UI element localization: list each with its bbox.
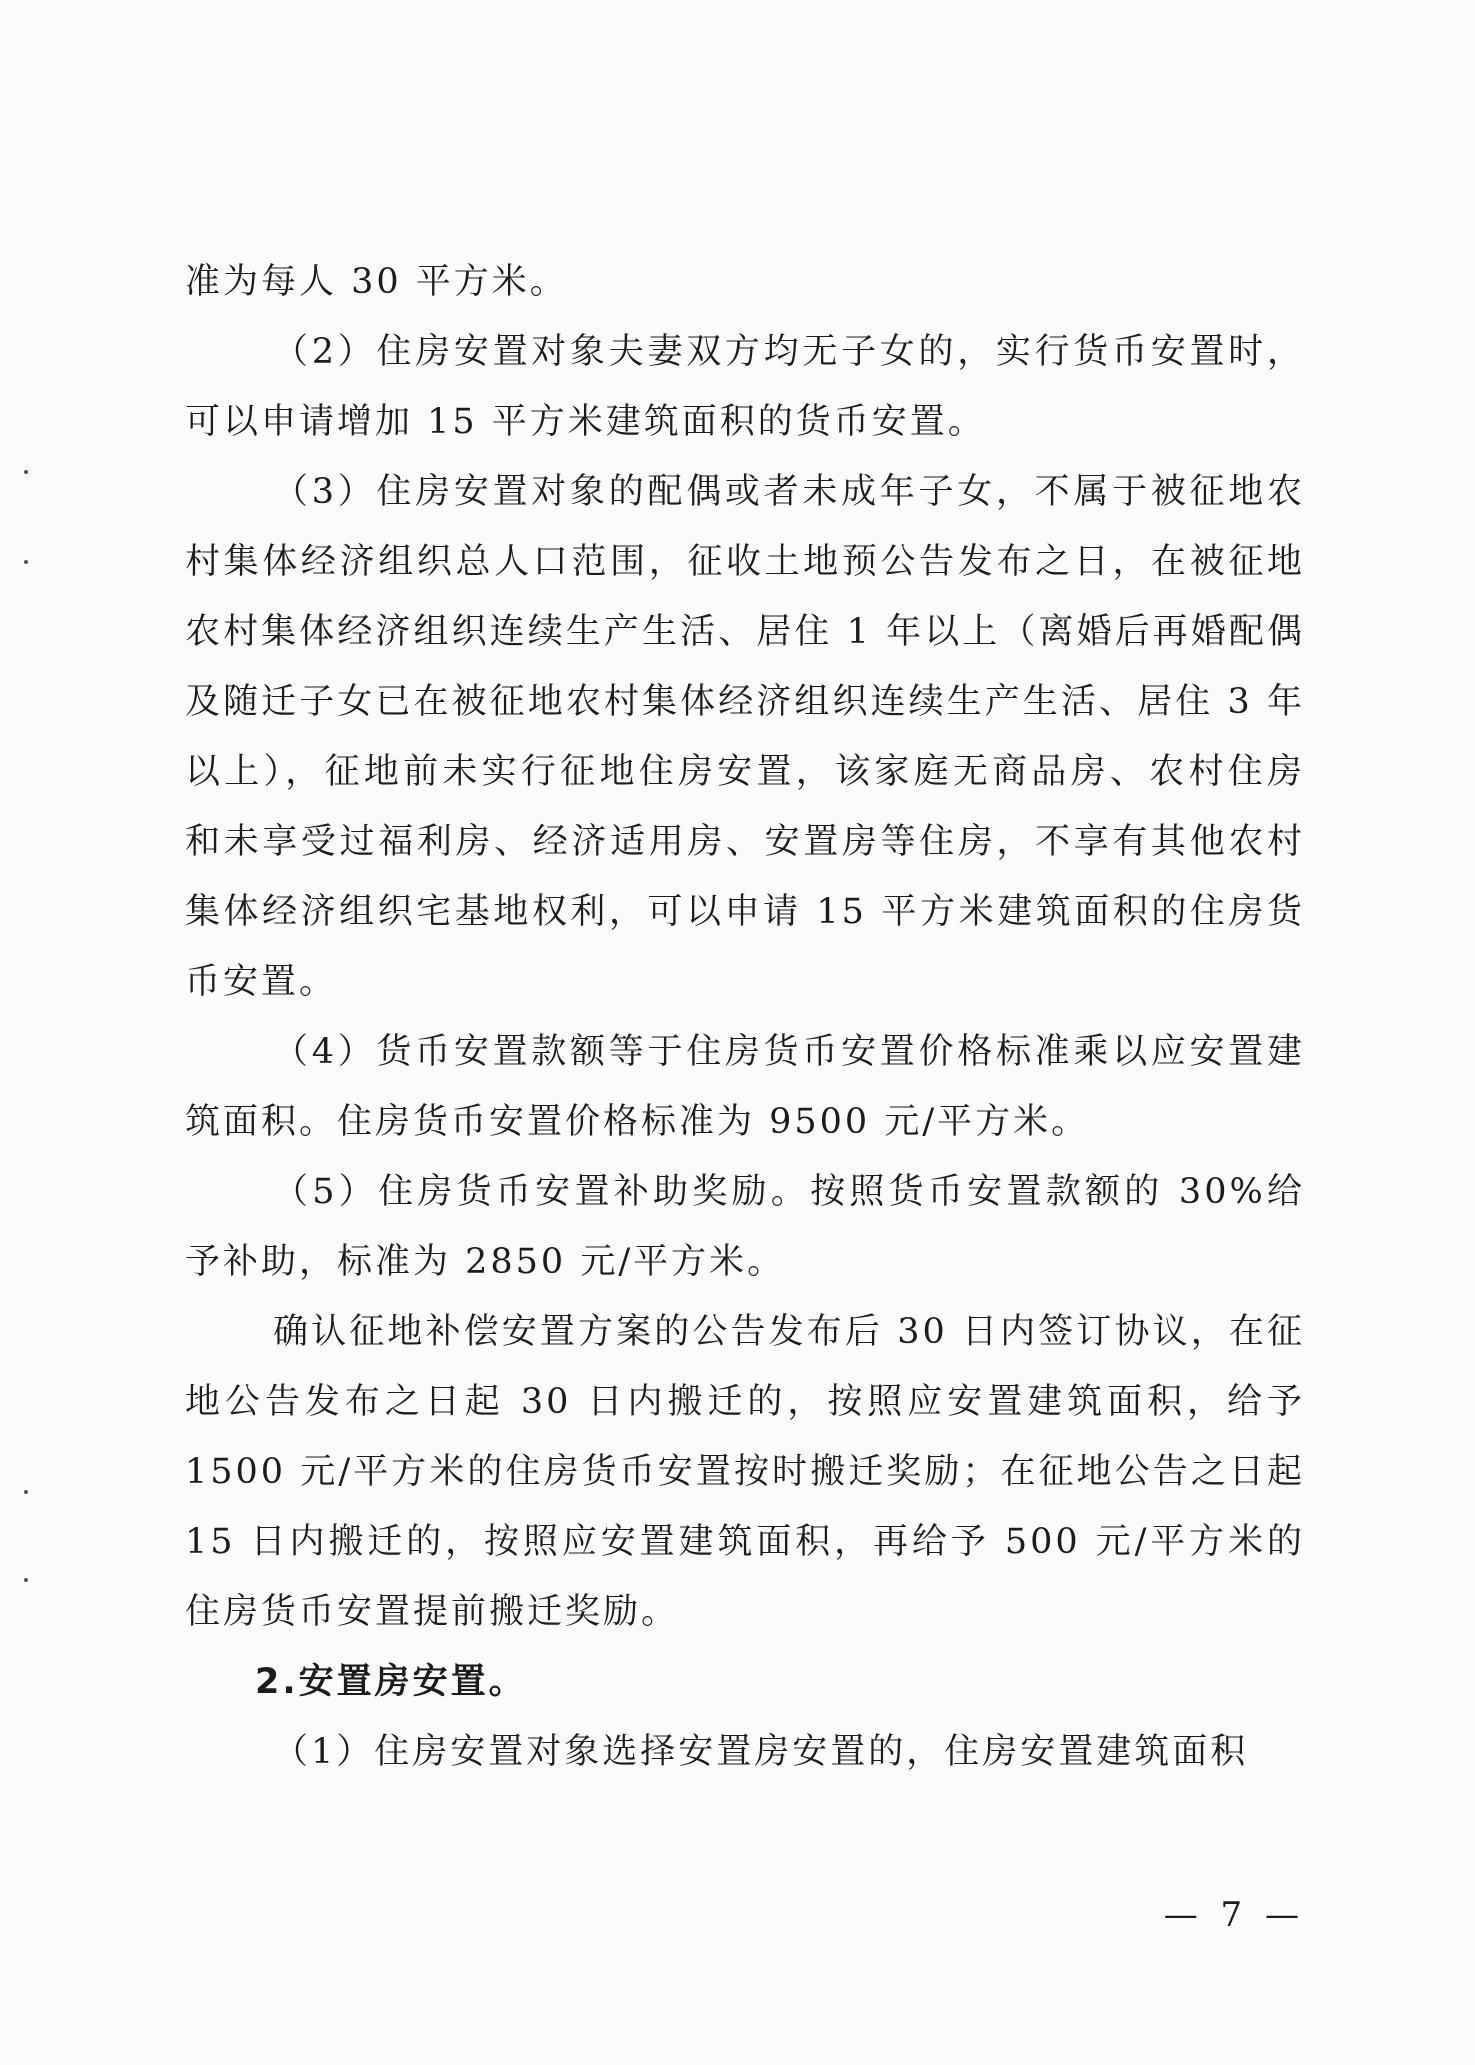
document-body (185, 247, 1305, 1787)
binding-hole-mark (24, 1490, 28, 1494)
binding-hole-mark (24, 1578, 28, 1582)
paragraph-item-3: （3）住房安置对象的配偶或者未成年子女，不属于被征地农村集体经济组织总人口范围，征收土地预公告发布之日，在被征地农村集体经济组织连续生产生活、居住 1 年以上（离婚后再婚配偶及随迁子女已在被征地农村集体经济组织连续生产生活、居住 3 年以上），征地前未实行征地住房安置，该家庭无商品房、农村住房和未享受过福利房、经济适用房、安置房等住房，不享有其他农村集体经济组织宅基地权利，可以申请 15 平方米建筑面积的住房货币安置。 (185, 472, 1305, 1002)
section-heading: 2.安置房安置。 (255, 1662, 527, 1702)
paragraph-continuation: 准为每人 30 平方米。 (185, 262, 568, 302)
paragraph-item-2: （2）住房安置对象夫妻双方均无子女的，实行货币安置时，可以申请增加 15 平方米建筑面积的货币安置。 (185, 332, 1305, 442)
page-number: — 7 — (1163, 1895, 1305, 1935)
paragraph-item-1: （1）住房安置对象选择安置房安置的，住房安置建筑面积 (273, 1732, 1249, 1772)
paragraph-item-4: （4）货币安置款额等于住房货币安置价格标准乘以应安置建筑面积。住房货币安置价格标准为 9500 元/平方米。 (185, 1032, 1305, 1142)
paragraph-relocation-reward: 确认征地补偿安置方案的公告发布后 30 日内签订协议，在征地公告发布之日起 30 日内搬迁的，按照应安置建筑面积，给予 1500 元/平方米的住房货币安置按时搬迁奖励；在征地公告之日起 15 日内搬迁的，按照应安置建筑面积，再给予 500 元/平方米的住房货币安置提前搬迁奖励。 (185, 1312, 1305, 1632)
binding-hole-mark (24, 470, 28, 474)
paragraph-item-5: （5）住房货币安置补助奖励。按照货币安置款额的 30%给予补助，标准为 2850 元/平方米。 (185, 1172, 1305, 1282)
binding-hole-mark (24, 560, 28, 564)
